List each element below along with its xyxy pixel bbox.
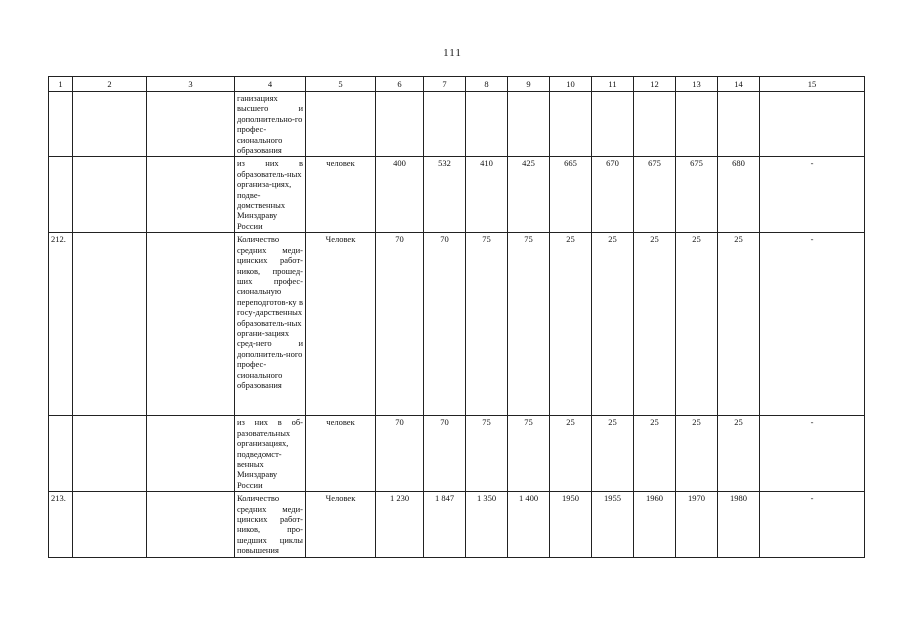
unit-cell [306,92,376,157]
header-cell: 4 [235,77,306,92]
header-cell: 8 [466,77,508,92]
value-cell: 25 [676,416,718,492]
value-cell [424,92,466,157]
value-cell: 25 [550,416,592,492]
value-cell: 1950 [550,492,592,557]
value-cell [634,92,676,157]
empty-cell [147,92,235,157]
page-number: 111 [443,47,462,59]
unit-cell: человек [306,157,376,233]
value-cell [376,92,424,157]
value-cell: 25 [718,233,760,416]
value-cell: 1 847 [424,492,466,557]
table-row [49,92,865,157]
value-cell: 25 [676,233,718,416]
indicator-text: из них в об-разовательных организациях, подведомст-венных Минздраву России [235,416,306,492]
value-cell: 1 230 [376,492,424,557]
value-cell: 25 [718,416,760,492]
value-cell: 75 [466,233,508,416]
value-cell: 70 [376,416,424,492]
header-cell: 6 [376,77,424,92]
table-row [49,157,865,233]
header-cell: 5 [306,77,376,92]
value-cell [508,92,550,157]
value-cell: 70 [424,233,466,416]
value-cell: 25 [592,233,634,416]
note-cell: - [760,416,865,492]
row-number [49,157,73,233]
value-cell: 25 [592,416,634,492]
note-cell: - [760,157,865,233]
table-row [49,492,865,557]
value-cell: 25 [550,233,592,416]
value-cell: 675 [634,157,676,233]
value-cell: 75 [508,416,550,492]
header-cell: 11 [592,77,634,92]
header-cell: 13 [676,77,718,92]
value-cell: 25 [634,233,676,416]
header-cell: 15 [760,77,865,92]
value-cell: 75 [508,233,550,416]
indicator-text: ганизациях высшего и дополнительно-го профес-сионального образования [235,92,306,157]
row-number [49,92,73,157]
value-cell: 400 [376,157,424,233]
empty-cell [147,492,235,557]
value-cell [676,92,718,157]
value-cell: 1955 [592,492,634,557]
unit-cell: Человек [306,492,376,557]
value-cell [592,92,634,157]
value-cell: 532 [424,157,466,233]
value-cell: 675 [676,157,718,233]
unit-cell: Человек [306,233,376,416]
value-cell [550,92,592,157]
note-cell [760,92,865,157]
note-cell: - [760,233,865,416]
indicator-text: Количество средних меди-цинских работ-ников, про-шедших циклы повышения [235,492,306,557]
value-cell: 70 [376,233,424,416]
value-cell: 665 [550,157,592,233]
value-cell: 75 [466,416,508,492]
empty-cell [73,157,147,233]
value-cell [718,92,760,157]
header-cell: 1 [49,77,73,92]
empty-cell [73,92,147,157]
value-cell: 410 [466,157,508,233]
header-cell: 10 [550,77,592,92]
value-cell: 25 [634,416,676,492]
table-row [49,233,865,416]
row-number [49,416,73,492]
value-cell: 1980 [718,492,760,557]
value-cell: 1 350 [466,492,508,557]
value-cell: 70 [424,416,466,492]
value-cell: 425 [508,157,550,233]
header-cell: 9 [508,77,550,92]
indicators-table [48,76,865,558]
unit-cell: человек [306,416,376,492]
indicator-text: Количество средних меди-цинских работ-ников, прошед-ших профес-сиональную переподготов-ку в госу-дарственных образователь-ных органи-зациях сред-него и дополнитель-ного профес-сионального образования [235,233,306,416]
empty-cell [73,416,147,492]
row-number: 213. [49,492,73,557]
header-row [49,77,865,92]
header-cell: 12 [634,77,676,92]
row-number: 212. [49,233,73,416]
header-cell: 14 [718,77,760,92]
empty-cell [73,492,147,557]
value-cell: 1970 [676,492,718,557]
note-cell: - [760,492,865,557]
value-cell: 680 [718,157,760,233]
value-cell: 1 400 [508,492,550,557]
header-cell: 3 [147,77,235,92]
empty-cell [73,233,147,416]
empty-cell [147,416,235,492]
value-cell: 670 [592,157,634,233]
table-row [49,416,865,492]
value-cell: 1960 [634,492,676,557]
empty-cell [147,233,235,416]
value-cell [466,92,508,157]
header-cell: 7 [424,77,466,92]
indicator-text: из них в образователь-ных организа-циях, подве-домственных Минздраву России [235,157,306,233]
header-cell: 2 [73,77,147,92]
empty-cell [147,157,235,233]
